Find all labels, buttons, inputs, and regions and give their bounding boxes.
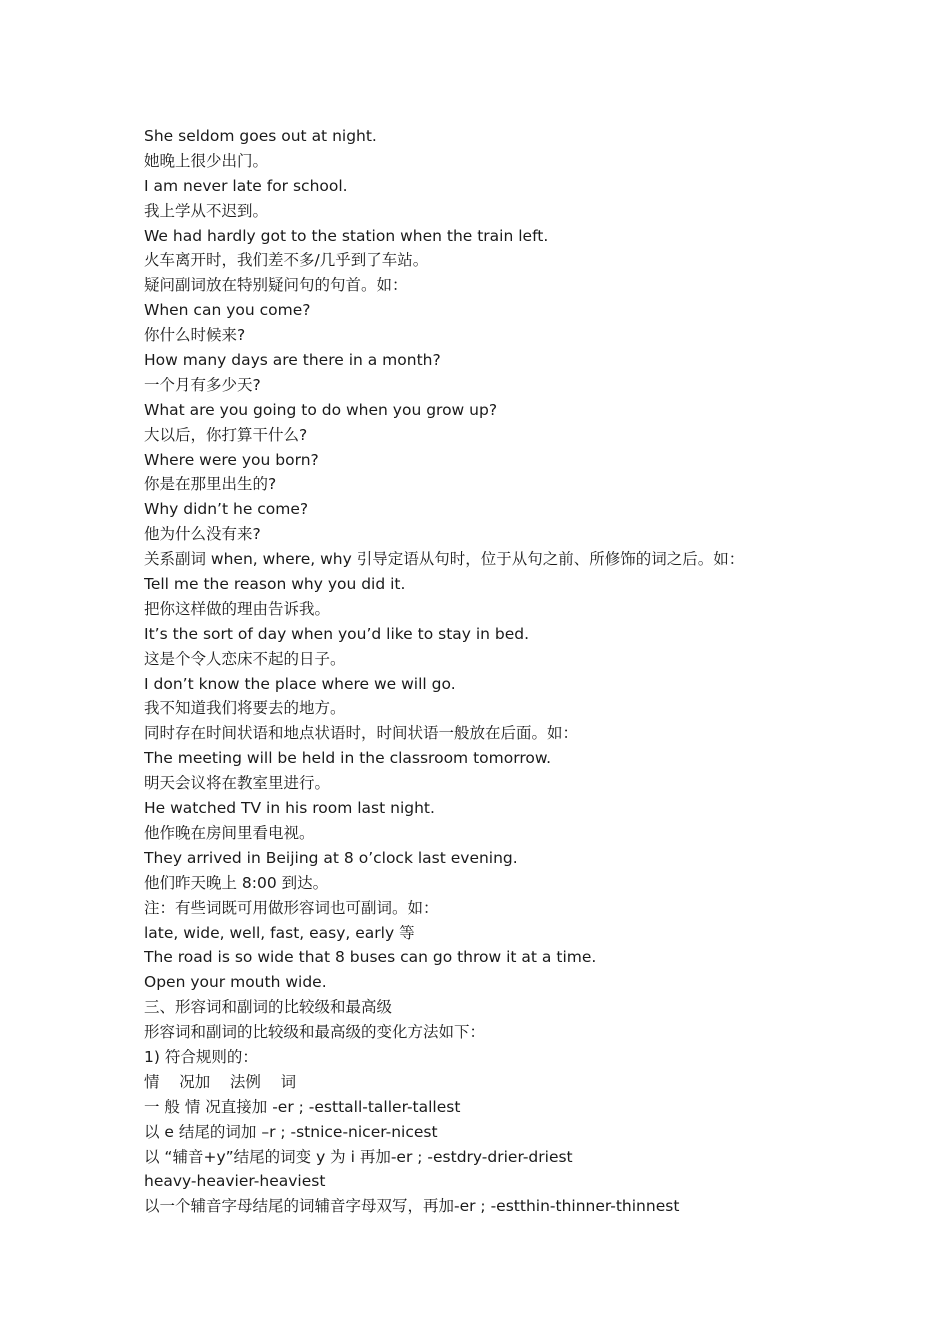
text-line: 这是个令人恋床不起的日子。 — [144, 649, 346, 668]
text-line: The meeting will be held in the classroom tomorrow. — [144, 749, 552, 768]
text-line: He watched TV in his room last night. — [144, 799, 435, 818]
text-line: 他们昨天晚上 8:00 到达。 — [144, 873, 329, 892]
text-line: What are you going to do when you grow up? — [144, 400, 498, 419]
text-line: 一个月有多少天? — [144, 375, 261, 394]
text-line: 同时存在时间状语和地点状语时，时间状语一般放在后面。如： — [144, 724, 579, 743]
text-line: Why didn’t he come? — [144, 500, 309, 519]
document-body — [144, 124, 864, 1219]
text-line: She seldom goes out at night. — [144, 127, 377, 145]
text-line: 1) 符合规则的： — [144, 1047, 258, 1066]
text-line: How many days are there in a month? — [144, 351, 441, 370]
table-row-line: 以一个辅音字母结尾的词辅音字母双写，再加-er ; -estthin-thinner-thinnest — [144, 1197, 680, 1216]
table-row-line: 一 般 情 况直接加 -er ; -esttall-taller-tallest — [144, 1097, 461, 1116]
text-line: late, wide, well, fast, easy, early 等 — [144, 923, 415, 942]
text-line: 疑问副词放在特别疑问句的句首。如： — [144, 276, 408, 295]
text-line: Tell me the reason why you did it. — [144, 575, 406, 594]
text-line: 大以后，你打算干什么? — [144, 425, 308, 444]
text-line: The road is so wide that 8 buses can go throw it at a time. — [144, 948, 597, 967]
text-line: 注：有些词既可用做形容词也可副词。如： — [144, 898, 439, 917]
text-line: Open your mouth wide. — [144, 973, 327, 992]
text-line: When can you come? — [144, 301, 311, 320]
text-line: 他作晚在房间里看电视。 — [144, 823, 315, 842]
text-line: I am never late for school. — [144, 176, 348, 195]
text-line: 她晚上很少出门。 — [144, 151, 269, 170]
text-line: I don’t know the place where we will go. — [144, 674, 456, 693]
text-line: 我上学从不迟到。 — [144, 201, 269, 220]
text-line: 火车离开时，我们差不多/几乎到了车站。 — [144, 251, 429, 270]
table-row-line: heavy-heavier-heaviest — [144, 1172, 326, 1191]
table-header-line: 情 况加 法例 词 — [144, 1072, 297, 1091]
text-line: Where were you born? — [144, 450, 319, 469]
text-line: It’s the sort of day when you’d like to stay in bed. — [144, 624, 530, 643]
table-row-line: 以 “辅音+y”结尾的词变 y 为 i 再加-er ; -estdry-drier-driest — [144, 1147, 573, 1166]
text-line: We had hardly got to the station when the train left. — [144, 226, 549, 245]
text-line: 你是在那里出生的? — [144, 475, 277, 494]
table-row-line: 以 e 结尾的词加 –r ; -stnice-nicer-nicest — [144, 1122, 438, 1141]
text-line: 关系副词 when, where, why 引导定语从句时，位于从句之前、所修饰的词之后。如： — [144, 550, 745, 569]
text-line: 他为什么没有来? — [144, 525, 261, 544]
text-line: 你什么时候来? — [144, 326, 246, 345]
text-line: 形容词和副词的比较级和最高级的变化方法如下： — [144, 1023, 486, 1042]
text-line: 我不知道我们将要去的地方。 — [144, 699, 346, 718]
section-heading: 三、形容词和副词的比较级和最高级 — [144, 998, 393, 1017]
text-line: 把你这样做的理由告诉我。 — [144, 599, 331, 618]
text-line: They arrived in Beijing at 8 o’clock last evening. — [144, 848, 518, 867]
text-line: 明天会议将在教室里进行。 — [144, 774, 331, 793]
